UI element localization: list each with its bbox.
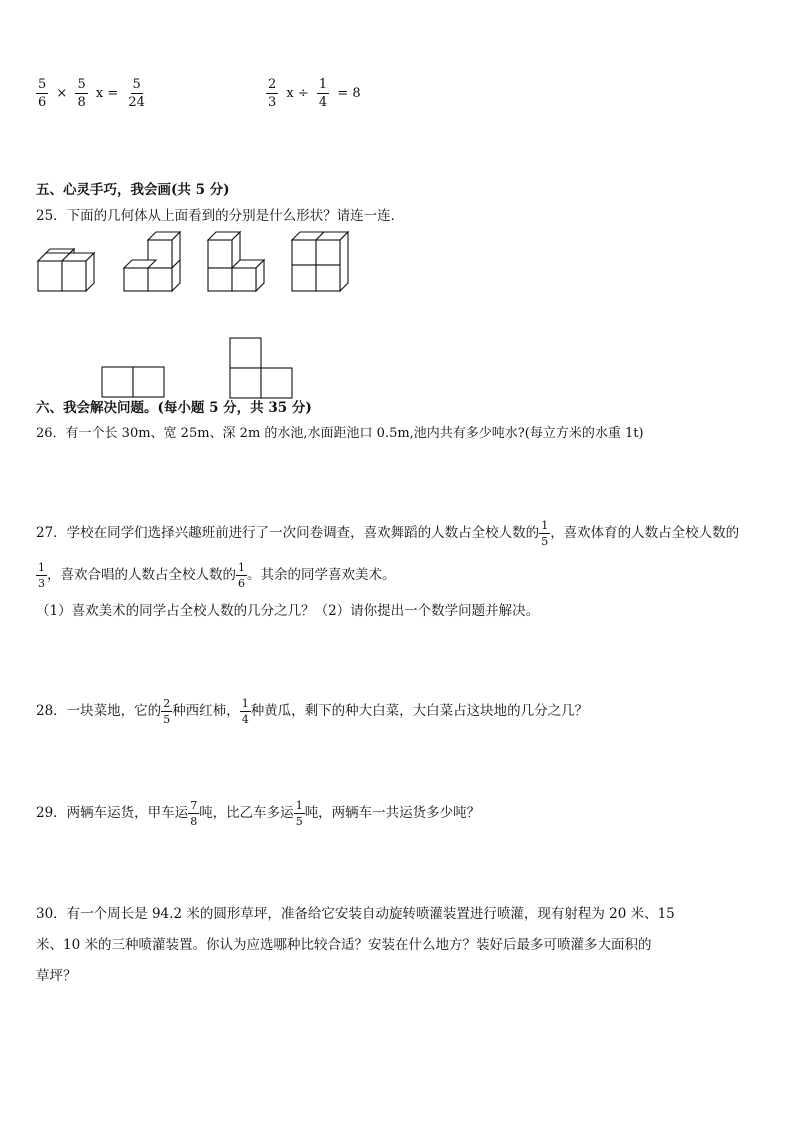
question-30-line-1: 30．有一个周长是 94.2 米的圆形草坪，准备给它安装自动旋转喷灌装置进行喷灌，现有射程为 20 米、15 bbox=[36, 906, 675, 922]
equation-2 bbox=[266, 78, 365, 109]
equation-1 bbox=[36, 78, 147, 109]
fraction: $\frac{5}{8}$ bbox=[77, 77, 86, 110]
fraction: $\frac{2}{5}$ bbox=[163, 697, 171, 726]
question-25: 25．下面的几何体从上面看到的分别是什么形状？请连一连． bbox=[36, 208, 405, 224]
fraction: $\frac{1}{3}$ bbox=[38, 561, 45, 590]
cube-figure-4 bbox=[289, 230, 359, 295]
question-27-line-2: $\frac{1}{3}$ ，喜欢合唱的人数占全校人数的 $\frac{1}{6}$ 。其余的同学喜欢美术。 bbox=[38, 561, 396, 590]
top-view-1 bbox=[101, 366, 165, 398]
cube-figure-2 bbox=[121, 230, 191, 295]
fraction: $\frac{2}{3}$ bbox=[268, 77, 277, 110]
section-5-heading: 五、心灵手巧，我会画(共 5 分) bbox=[36, 182, 230, 198]
cube-figure-3 bbox=[205, 230, 275, 295]
question-27-subquestions: （1）喜欢美术的同学占全校人数的几分之几？（2）请你提出一个数学问题并解决。 bbox=[36, 603, 540, 619]
fraction: $\frac{5}{6}$ bbox=[38, 77, 47, 110]
fraction: $\frac{7}{8}$ bbox=[190, 799, 198, 828]
question-27-line-1: 27．学校在同学们选择兴趣班前进行了一次问卷调查，喜欢舞蹈的人数占全校人数的 $\frac{1}{5}$ ，喜欢体育的人数占全校人数的 bbox=[36, 519, 740, 548]
equation-rhs: = 8 bbox=[337, 86, 361, 101]
fraction: $\frac{1}{5}$ bbox=[295, 799, 303, 828]
fraction: $\frac{1}{5}$ bbox=[541, 519, 549, 548]
fraction: $\frac{1}{4}$ bbox=[241, 697, 249, 726]
variable-x: x = bbox=[95, 86, 119, 101]
cube-figure-1 bbox=[36, 245, 106, 295]
question-26: 26．有一个长 30m、宽 25m、深 2m 的水池,水面距池口 0.5m,池内共有多少吨水?(每立方米的水重 1t) bbox=[36, 426, 644, 441]
times-sign: × bbox=[56, 86, 68, 101]
question-28: 28．一块菜地，它的 $\frac{2}{5}$ 种西红柿， $\frac{1}{4}$ 种黄瓜，剩下的种大白菜，大白菜占这块地的几分之几？ bbox=[36, 697, 589, 726]
variable-x: x ÷ bbox=[286, 86, 309, 101]
question-29: 29．两辆车运货，甲车运 $\frac{7}{8}$ 吨，比乙车多运 $\frac{1}{5}$ 吨，两辆车一共运货多少吨？ bbox=[36, 799, 481, 828]
question-30-line-3: 草坪？ bbox=[36, 968, 77, 984]
fraction: $\frac{5}{24}$ bbox=[128, 77, 145, 110]
top-view-2 bbox=[229, 337, 293, 399]
question-30-line-2: 米、10 米的三种喷灌装置。你认为应选哪种比较合适？安装在什么地方？装好后最多可喷灌多大面积的 bbox=[36, 937, 652, 953]
section-6-heading: 六、我会解决问题。(每小题 5 分，共 35 分) bbox=[36, 400, 312, 416]
fraction: $\frac{1}{4}$ bbox=[318, 77, 328, 110]
fraction: $\frac{1}{6}$ bbox=[238, 561, 245, 590]
